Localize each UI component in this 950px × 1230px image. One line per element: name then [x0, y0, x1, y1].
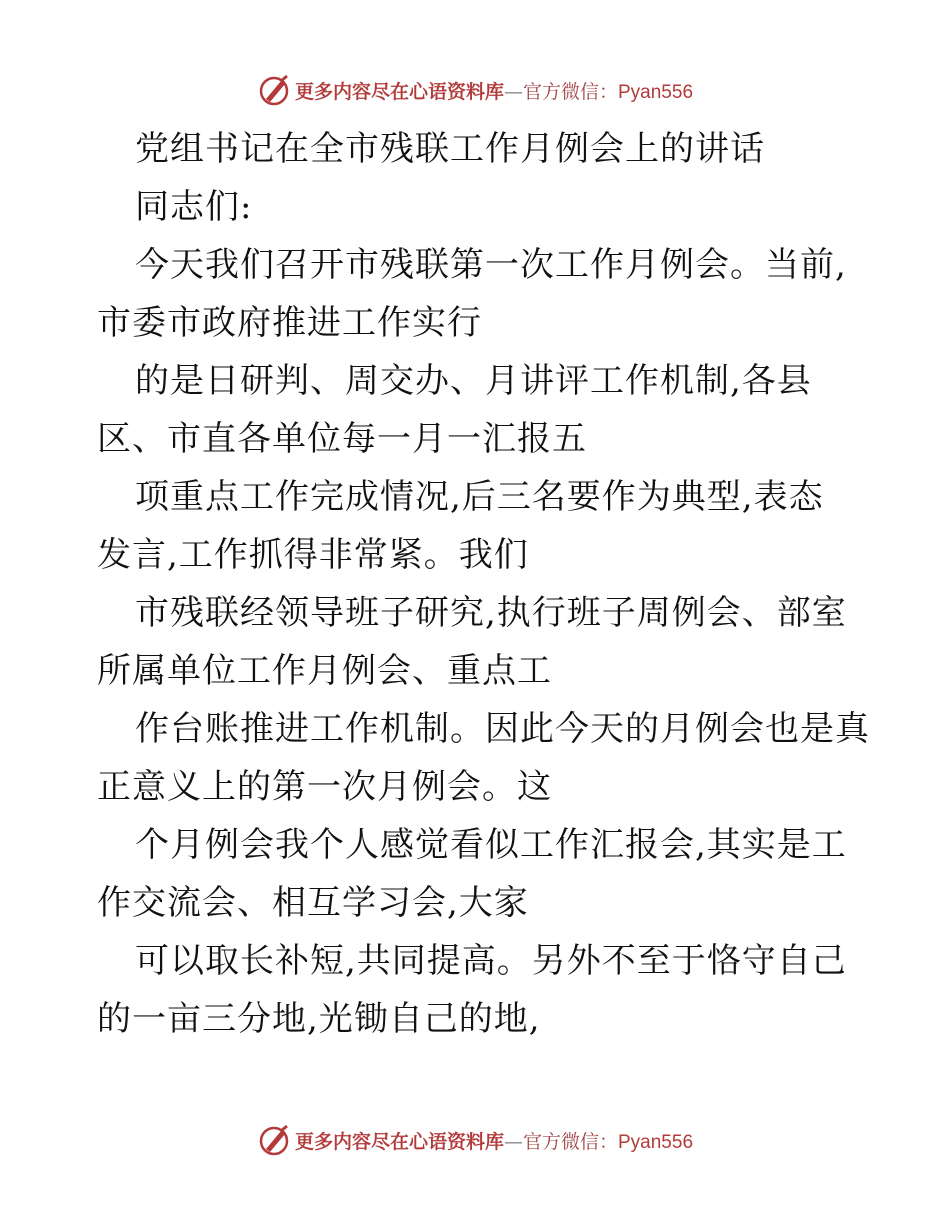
watermark-separator: — — [503, 80, 523, 103]
text-line: 市委市政府推进工作实行 — [97, 303, 482, 343]
text-line: 作台账推进工作机制。因此今天的月例会也是真 — [135, 709, 870, 749]
text-line: 的一亩三分地,光锄自己的地, — [97, 999, 541, 1039]
text-line: 今天我们召开市残联第一次工作月例会。当前, — [135, 245, 847, 285]
watermark-title: 更多内容尽在心语资料库 — [294, 1130, 504, 1153]
text-line: 可以取长补短,共同提高。另外不至于恪守自己 — [135, 941, 847, 981]
watermark-title: 更多内容尽在心语资料库 — [294, 80, 504, 103]
pen-circle-logo-icon — [257, 73, 291, 107]
watermark-contact-label: 官方微信： — [522, 1130, 618, 1153]
watermark-contact-label: 官方微信： — [522, 80, 618, 103]
text-line: 发言,工作抓得非常紧。我们 — [97, 535, 529, 575]
watermark-separator: — — [503, 1130, 523, 1153]
watermark-contact-id: Pyan556 — [618, 1131, 694, 1153]
text-line: 的是日研判、周交办、月讲评工作机制,各县 — [135, 361, 812, 401]
pen-circle-logo-icon — [257, 1123, 291, 1157]
watermark-contact-id: Pyan556 — [618, 81, 694, 103]
watermark-text — [295, 77, 693, 104]
text-line: 市残联经领导班子研究,执行班子周例会、部室 — [135, 593, 847, 633]
text-line: 所属单位工作月例会、重点工 — [97, 651, 552, 691]
text-line: 正意义上的第一次月例会。这 — [97, 767, 552, 807]
text-line: 区、市直各单位每一月一汇报五 — [97, 419, 587, 459]
document-body — [97, 120, 870, 1048]
text-line: 个月例会我个人感觉看似工作汇报会,其实是工 — [135, 825, 847, 865]
text-line: 作交流会、相互学习会,大家 — [97, 883, 529, 923]
header-watermark — [0, 70, 950, 110]
text-line: 项重点工作完成情况,后三名要作为典型,表态 — [135, 477, 824, 517]
document-title: 党组书记在全市残联工作月例会上的讲话 — [135, 129, 765, 169]
footer-watermark — [0, 1120, 950, 1160]
watermark-text — [295, 1127, 693, 1154]
salutation: 同志们: — [135, 187, 253, 227]
